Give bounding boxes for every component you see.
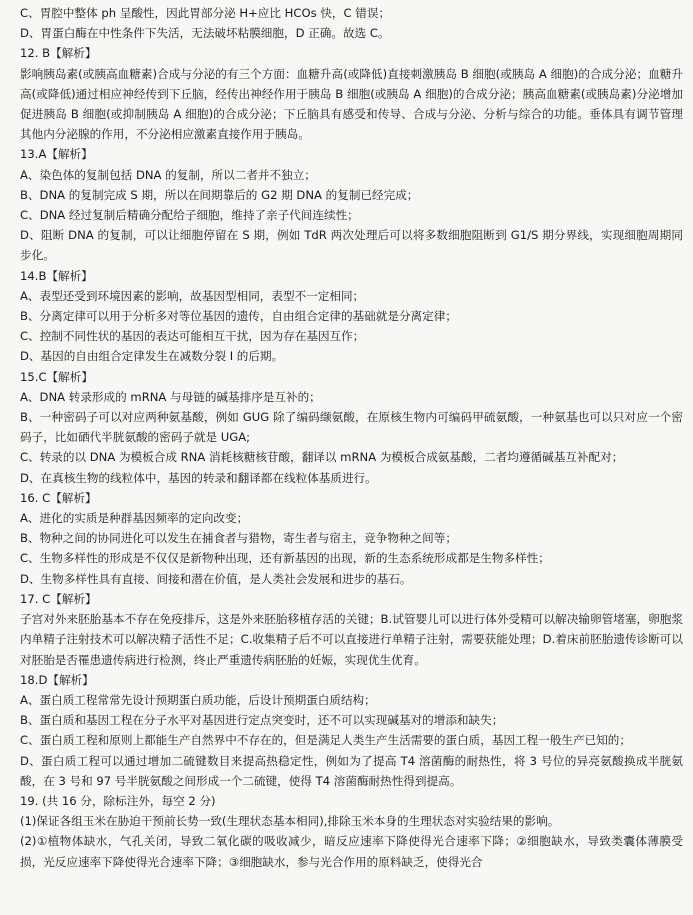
text-line: C、蛋白质工程和原则上都能生产自然界中不存在的，但是满足人类生产生活需要的蛋白质，基因工程一般生产已知的； <box>20 733 631 748</box>
text-line: D、蛋白质工程可以通过增加二硫键数目来提高热稳定性，例如为了提高 T4 溶菌酶的耐热性，将 3 号位的异亮氨酸换成半胱氨酸，在 3 号和 97 号半胱氨酸之间形成一个二硫键，使得 T4 溶菌酶耐热性得到提高。 <box>20 753 683 788</box>
text-line: A、DNA 转录形成的 mRNA 与母链的碱基排序是互补的； <box>20 389 321 404</box>
text-line: D、在真核生物的线粒体中，基因的转录和翻译都在线粒体基质进行。 <box>20 470 377 485</box>
text-line: C、生物多样性的形成是不仅仅是新物种出现，还有新基因的出现，新的生态系统形成都是生物多样性； <box>20 551 550 566</box>
answer-heading: 12. B【解析】 <box>20 46 97 61</box>
text-line: D、生物多样性具有直接、间接和潜在价值，是人类社会发展和进步的基石。 <box>20 571 412 586</box>
text-line: C、DNA 经过复制后精确分配给子细胞，维持了亲子代间连续性； <box>20 208 359 223</box>
text-line: A、表型还受到环境因素的影响，故基因型相同，表型不一定相同； <box>20 288 365 303</box>
text-line: D、基因的自由组合定律发生在减数分裂 I 的后期。 <box>20 349 284 364</box>
text-line: 影响胰岛素(或胰高血糖素)合成与分泌的有三个方面：血糖升高(或降低)直接刺激胰岛 B 细胞(或胰岛 A 细胞)的合成分泌；血糖升高(或降低)通过相应神经传到下丘脑，经传出神经作用于胰岛 B 细胞(或胰岛 A 细胞)的合成分泌；胰高血糖素(或胰岛素)分泌增加促进胰岛 B 细胞(或抑制胰岛 A 细胞)的合成分泌；下丘脑具有感受和传导、合成与分泌、分析与综合的功能。垂体具有调节管理其他内分泌腺的作用，不分泌相应激素直接作用于胰岛。 <box>20 66 683 142</box>
text-line: D、阻断 DNA 的复制，可以让细胞停留在 S 期，例如 TdR 两次处理后可以将多数细胞阻断到 G1/S 期分界线，实现细胞周期同步化。 <box>20 228 683 263</box>
text-line: B、DNA 的复制完成 S 期，所以在间期靠后的 G2 期 DNA 的复制已经完成； <box>20 187 419 202</box>
text-line: 子宫对外来胚胎基本不存在免疫排斥，这是外来胚胎移植存活的关键；B.试管婴儿可以进行体外受精可以解决输卵管堵塞，卵胞浆内单精子注射技术可以解决精子活性不足；C.收集精子后不可以直接进行单精子注射，需要获能处理；D.着床前胚胎遗传诊断可以对胚胎是否罹患遗传病进行检测，终止严重遗传病胚胎的妊娠，实现优生优育。 <box>20 612 683 667</box>
answer-heading: 18.D【解析】 <box>20 672 94 687</box>
answer-heading: 17. C【解析】 <box>20 591 97 606</box>
text-line: B、一种密码子可以对应两种氨基酸，例如 GUG 除了编码缬氨酸，在原核生物内可编码甲硫氨酸，一种氨基也可以只对应一个密码子，比如硒代半胱氨酸的密码子就是 UGA; <box>20 410 683 445</box>
text-line: B、蛋白质和基因工程在分子水平对基因进行定点突变时，还不可以实现碱基对的增添和缺失； <box>20 713 504 728</box>
text-line: A、蛋白质工程常常先设计预期蛋白质功能，后设计预期蛋白质结构； <box>20 692 376 707</box>
text-line: C、控制不同性状的基因的表达可能相互干扰，因为存在基因互作； <box>20 329 365 344</box>
text-line: A、进化的实质是种群基因频率的定向改变； <box>20 511 249 526</box>
text-line: D、胃蛋白酶在中性条件下失活，无法破坏粘膜细胞，D 正确。故选 C。 <box>20 26 390 41</box>
text-line: A、染色体的复制包括 DNA 的复制，所以二者并不独立； <box>20 167 316 182</box>
text-line: B、物种之间的协同进化可以发生在捕食者与猎物，寄生者与宿主，竞争物种之间等； <box>20 531 457 546</box>
answer-heading: 16. C【解析】 <box>20 490 97 505</box>
text-line: C、转录的以 DNA 为模板合成 RNA 消耗核糖核苷酸，翻译以 mRNA 为模板合成氨基酸，二者均遵循碱基互补配对； <box>20 450 624 465</box>
text-line: B、分离定律可以用于分析多对等位基因的遗传，自由组合定律的基础就是分离定律； <box>20 309 457 324</box>
text-line: 19. (共 16 分，除标注外，每空 2 分) <box>20 793 216 808</box>
answer-heading: 13.A【解析】 <box>20 147 93 162</box>
answer-heading: 15.C【解析】 <box>20 369 93 384</box>
answer-heading: 14.B【解析】 <box>20 268 93 283</box>
text-line: C、胃腔中整体 ph 呈酸性，因此胃部分泌 H+应比 HCOs 快，C 错误； <box>20 6 391 20</box>
text-line: (1)保证各组玉米在胁迫干预前长势一致(生理状态基本相同),排除玉米本身的生理状态对实验结果的影响。 <box>20 814 560 829</box>
text-line: (2)①植物体缺水，气孔关闭，导致二氧化碳的吸收减少，暗反应速率下降使得光合速率下降；②细胞缺水，导致类囊体薄膜受损，光反应速率下降使得光合速率下降；③细胞缺水，参与光合作用的原料缺乏，使得光合 <box>20 834 683 869</box>
